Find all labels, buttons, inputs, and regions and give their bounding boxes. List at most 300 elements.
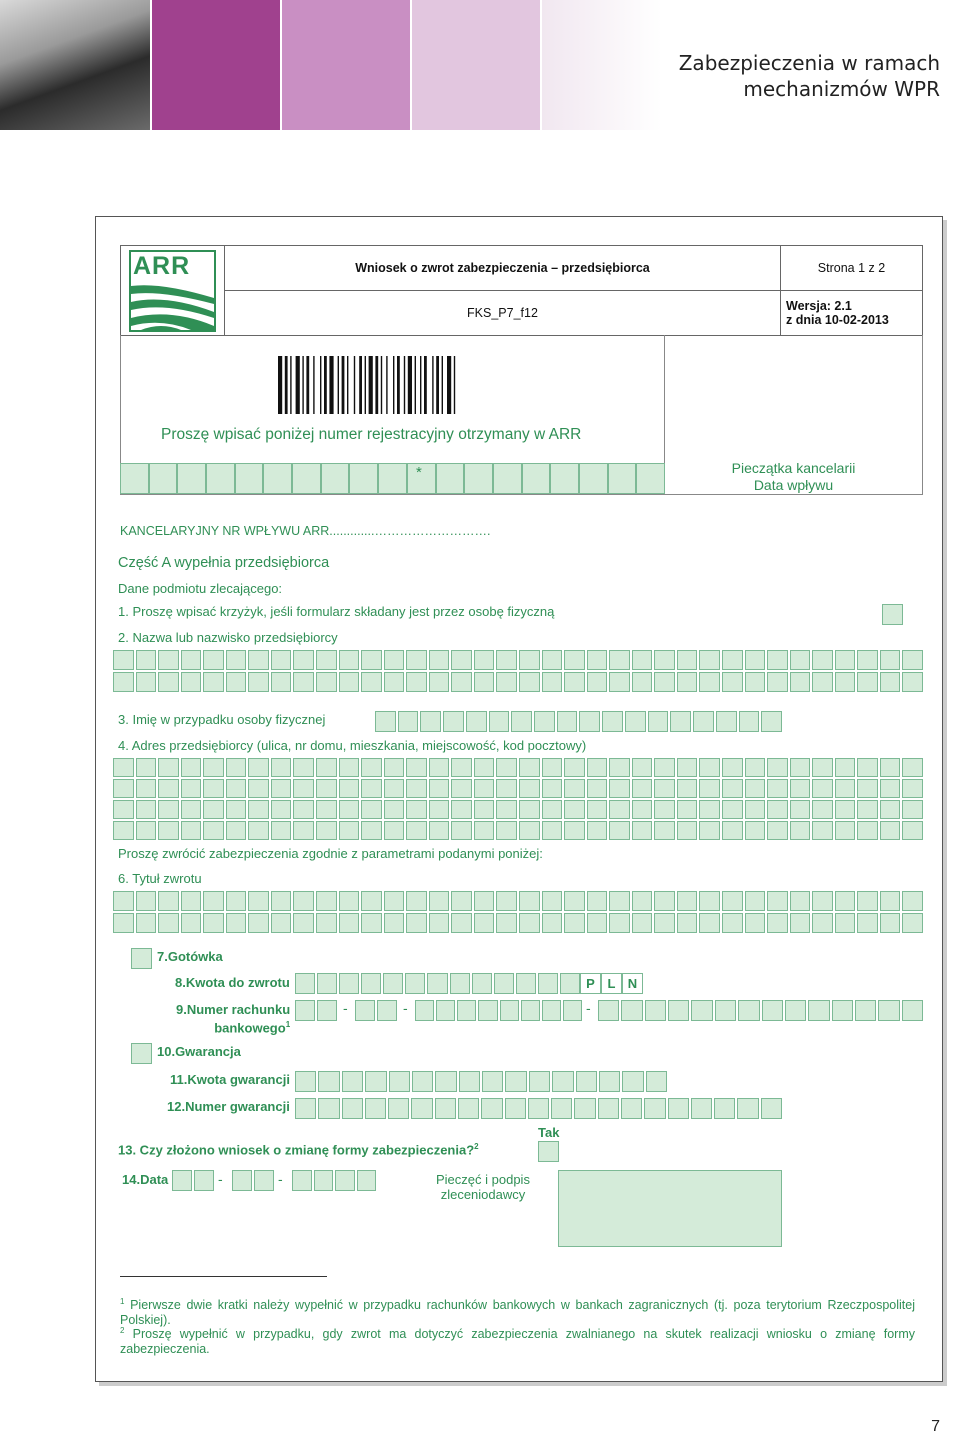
address-char-cell[interactable] — [406, 821, 427, 840]
name-char-cell[interactable] — [271, 650, 292, 670]
guarantee-number-cell[interactable] — [318, 1098, 339, 1119]
address-char-cell[interactable] — [812, 821, 833, 840]
address-char-cell[interactable] — [474, 800, 495, 819]
account-number-cell[interactable] — [832, 1000, 853, 1021]
return-title-char-cell[interactable] — [248, 913, 269, 933]
return-title-char-cell[interactable] — [857, 913, 878, 933]
q11-guarantee-amount-cells[interactable] — [295, 1071, 667, 1092]
guarantee-number-cell[interactable] — [668, 1098, 689, 1119]
return-title-char-cell[interactable] — [496, 913, 517, 933]
address-char-cell[interactable] — [609, 779, 630, 798]
first-name-char-cell[interactable] — [648, 711, 669, 732]
address-char-cell[interactable] — [316, 821, 337, 840]
address-char-cell[interactable] — [271, 800, 292, 819]
amount-digit-cell[interactable] — [339, 973, 359, 994]
address-char-cell[interactable] — [542, 758, 563, 777]
address-char-cell[interactable] — [857, 779, 878, 798]
address-char-cell[interactable] — [609, 800, 630, 819]
first-name-char-cell[interactable] — [443, 711, 464, 732]
q1-natural-person-checkbox[interactable] — [882, 604, 903, 625]
name-char-cell[interactable] — [113, 672, 134, 692]
guarantee-amount-cell[interactable] — [459, 1071, 480, 1092]
registration-number-cell[interactable] — [206, 463, 235, 494]
name-char-cell[interactable] — [406, 650, 427, 670]
address-char-cell[interactable] — [339, 821, 360, 840]
guarantee-number-cell[interactable] — [691, 1098, 712, 1119]
first-name-char-cell[interactable] — [420, 711, 441, 732]
address-char-cell[interactable] — [339, 779, 360, 798]
name-char-cell[interactable] — [384, 672, 405, 692]
address-char-cell[interactable] — [857, 758, 878, 777]
account-number-cell[interactable] — [738, 1000, 759, 1021]
first-name-char-cell[interactable] — [489, 711, 510, 732]
return-title-char-cell[interactable] — [474, 891, 495, 911]
address-char-cell[interactable] — [203, 779, 224, 798]
address-char-cell[interactable] — [564, 800, 585, 819]
name-char-cell[interactable] — [812, 650, 833, 670]
registration-number-cell[interactable] — [436, 463, 465, 494]
amount-digit-cell[interactable] — [405, 973, 425, 994]
address-char-cell[interactable] — [722, 821, 743, 840]
account-number-cell[interactable] — [878, 1000, 899, 1021]
guarantee-amount-cell[interactable] — [646, 1071, 667, 1092]
guarantee-number-cell[interactable] — [365, 1098, 386, 1119]
name-char-cell[interactable] — [361, 650, 382, 670]
address-char-cell[interactable] — [384, 800, 405, 819]
name-char-cell[interactable] — [654, 650, 675, 670]
guarantee-amount-cell[interactable] — [482, 1071, 503, 1092]
address-char-cell[interactable] — [113, 800, 134, 819]
registration-number-cell[interactable] — [522, 463, 551, 494]
return-title-char-cell[interactable] — [113, 891, 134, 911]
registration-number-cell[interactable] — [636, 463, 665, 494]
name-char-cell[interactable] — [880, 672, 901, 692]
date-year-cell[interactable] — [314, 1170, 334, 1191]
amount-digit-cell[interactable] — [427, 973, 447, 994]
address-char-cell[interactable] — [361, 800, 382, 819]
first-name-char-cell[interactable] — [466, 711, 487, 732]
name-char-cell[interactable] — [542, 650, 563, 670]
return-title-char-cell[interactable] — [226, 913, 247, 933]
address-char-cell[interactable] — [587, 758, 608, 777]
address-char-cell[interactable] — [519, 779, 540, 798]
return-title-char-cell[interactable] — [542, 891, 563, 911]
return-title-char-cell[interactable] — [181, 891, 202, 911]
name-char-cell[interactable] — [767, 672, 788, 692]
address-char-cell[interactable] — [158, 821, 179, 840]
account-bank-cell[interactable] — [563, 1000, 582, 1021]
address-char-cell[interactable] — [835, 821, 856, 840]
guarantee-number-cell[interactable] — [481, 1098, 502, 1119]
registration-number-cell[interactable] — [464, 463, 493, 494]
name-char-cell[interactable] — [812, 672, 833, 692]
address-char-cell[interactable] — [474, 779, 495, 798]
first-name-char-cell[interactable] — [534, 711, 555, 732]
name-char-cell[interactable] — [632, 650, 653, 670]
return-title-char-cell[interactable] — [609, 891, 630, 911]
address-char-cell[interactable] — [699, 779, 720, 798]
address-char-cell[interactable] — [113, 758, 134, 777]
address-char-cell[interactable] — [722, 800, 743, 819]
address-char-cell[interactable] — [496, 800, 517, 819]
name-char-cell[interactable] — [136, 650, 157, 670]
return-title-char-cell[interactable] — [203, 913, 224, 933]
address-char-cell[interactable] — [542, 779, 563, 798]
return-title-char-cell[interactable] — [226, 891, 247, 911]
return-title-char-cell[interactable] — [880, 913, 901, 933]
address-char-cell[interactable] — [113, 779, 134, 798]
address-char-cell[interactable] — [745, 758, 766, 777]
guarantee-amount-cell[interactable] — [435, 1071, 456, 1092]
address-char-cell[interactable] — [451, 779, 472, 798]
name-char-cell[interactable] — [181, 672, 202, 692]
address-char-cell[interactable] — [384, 821, 405, 840]
address-char-cell[interactable] — [496, 779, 517, 798]
address-char-cell[interactable] — [699, 800, 720, 819]
name-char-cell[interactable] — [158, 650, 179, 670]
name-char-cell[interactable] — [857, 672, 878, 692]
address-char-cell[interactable] — [564, 821, 585, 840]
date-day-cell[interactable] — [172, 1170, 192, 1191]
return-title-char-cell[interactable] — [451, 913, 472, 933]
address-char-cell[interactable] — [880, 800, 901, 819]
account-number-cell[interactable] — [598, 1000, 619, 1021]
address-char-cell[interactable] — [451, 758, 472, 777]
amount-digit-cell[interactable] — [560, 973, 580, 994]
amount-digit-cell[interactable] — [383, 973, 403, 994]
name-char-cell[interactable] — [609, 650, 630, 670]
guarantee-amount-cell[interactable] — [365, 1071, 386, 1092]
name-char-cell[interactable] — [136, 672, 157, 692]
account-number-cell[interactable] — [785, 1000, 806, 1021]
return-title-char-cell[interactable] — [835, 891, 856, 911]
return-title-char-cell[interactable] — [158, 891, 179, 911]
address-char-cell[interactable] — [136, 779, 157, 798]
account-country-cell[interactable] — [295, 1000, 315, 1021]
return-title-char-cell[interactable] — [519, 891, 540, 911]
registration-number-cell[interactable] — [550, 463, 579, 494]
address-char-cell[interactable] — [406, 800, 427, 819]
first-name-char-cell[interactable] — [670, 711, 691, 732]
return-title-char-cell[interactable] — [632, 913, 653, 933]
return-title-char-cell[interactable] — [136, 891, 157, 911]
name-char-cell[interactable] — [293, 672, 314, 692]
guarantee-amount-cell[interactable] — [622, 1071, 643, 1092]
name-char-cell[interactable] — [339, 650, 360, 670]
return-title-char-cell[interactable] — [474, 913, 495, 933]
address-char-cell[interactable] — [384, 779, 405, 798]
return-title-char-cell[interactable] — [361, 913, 382, 933]
return-title-char-cell[interactable] — [271, 891, 292, 911]
registration-number-cell[interactable] — [321, 463, 350, 494]
guarantee-amount-cell[interactable] — [505, 1071, 526, 1092]
return-title-char-cell[interactable] — [384, 891, 405, 911]
address-char-cell[interactable] — [654, 821, 675, 840]
guarantee-number-cell[interactable] — [761, 1098, 782, 1119]
first-name-char-cell[interactable] — [739, 711, 760, 732]
return-title-char-cell[interactable] — [677, 913, 698, 933]
address-char-cell[interactable] — [564, 779, 585, 798]
address-char-cell[interactable] — [654, 800, 675, 819]
date-day-cell[interactable] — [194, 1170, 214, 1191]
return-title-char-cell[interactable] — [316, 891, 337, 911]
return-title-char-cell[interactable] — [361, 891, 382, 911]
address-char-cell[interactable] — [699, 758, 720, 777]
account-bank-cell[interactable] — [500, 1000, 519, 1021]
name-char-cell[interactable] — [406, 672, 427, 692]
registration-number-cell[interactable] — [292, 463, 321, 494]
amount-digit-cell[interactable] — [516, 973, 536, 994]
return-title-char-cell[interactable] — [632, 891, 653, 911]
name-char-cell[interactable] — [429, 650, 450, 670]
return-title-char-cell[interactable] — [609, 913, 630, 933]
registration-number-cell[interactable] — [493, 463, 522, 494]
address-char-cell[interactable] — [880, 779, 901, 798]
return-title-char-cell[interactable] — [203, 891, 224, 911]
first-name-char-cell[interactable] — [511, 711, 532, 732]
address-char-cell[interactable] — [587, 779, 608, 798]
name-char-cell[interactable] — [677, 650, 698, 670]
address-char-cell[interactable] — [745, 800, 766, 819]
registration-number-cell[interactable] — [120, 463, 149, 494]
address-char-cell[interactable] — [203, 758, 224, 777]
name-char-cell[interactable] — [722, 672, 743, 692]
return-title-char-cell[interactable] — [293, 891, 314, 911]
address-char-cell[interactable] — [113, 821, 134, 840]
address-char-cell[interactable] — [339, 758, 360, 777]
return-title-char-cell[interactable] — [519, 913, 540, 933]
address-char-cell[interactable] — [496, 758, 517, 777]
name-char-cell[interactable] — [519, 650, 540, 670]
account-country-cell[interactable] — [317, 1000, 337, 1021]
name-char-cell[interactable] — [361, 672, 382, 692]
q9-account-cells-check[interactable] — [355, 1000, 397, 1021]
amount-digit-cell[interactable] — [361, 973, 381, 994]
name-char-cell[interactable] — [474, 672, 495, 692]
address-char-cell[interactable] — [361, 758, 382, 777]
return-title-char-cell[interactable] — [835, 913, 856, 933]
account-number-cell[interactable] — [808, 1000, 829, 1021]
address-char-cell[interactable] — [248, 800, 269, 819]
return-title-char-cell[interactable] — [677, 891, 698, 911]
address-char-cell[interactable] — [677, 758, 698, 777]
return-title-char-cell[interactable] — [745, 891, 766, 911]
address-char-cell[interactable] — [790, 779, 811, 798]
amount-digit-cell[interactable] — [494, 973, 514, 994]
guarantee-amount-cell[interactable] — [599, 1071, 620, 1092]
guarantee-amount-cell[interactable] — [389, 1071, 410, 1092]
address-char-cell[interactable] — [406, 779, 427, 798]
address-char-cell[interactable] — [248, 821, 269, 840]
q6-return-title-cells[interactable] — [113, 891, 923, 933]
address-char-cell[interactable] — [745, 821, 766, 840]
address-char-cell[interactable] — [880, 758, 901, 777]
return-title-char-cell[interactable] — [902, 891, 923, 911]
amount-digit-cell[interactable] — [472, 973, 492, 994]
return-title-char-cell[interactable] — [181, 913, 202, 933]
first-name-char-cell[interactable] — [693, 711, 714, 732]
account-bank-cell[interactable] — [457, 1000, 476, 1021]
date-year-cell[interactable] — [357, 1170, 377, 1191]
address-char-cell[interactable] — [271, 758, 292, 777]
address-char-cell[interactable] — [519, 800, 540, 819]
address-char-cell[interactable] — [451, 821, 472, 840]
address-char-cell[interactable] — [226, 821, 247, 840]
return-title-char-cell[interactable] — [722, 913, 743, 933]
return-title-char-cell[interactable] — [767, 891, 788, 911]
name-char-cell[interactable] — [880, 650, 901, 670]
return-title-char-cell[interactable] — [248, 891, 269, 911]
address-char-cell[interactable] — [203, 800, 224, 819]
q4-address-cells[interactable] — [113, 758, 923, 840]
return-title-char-cell[interactable] — [293, 913, 314, 933]
address-char-cell[interactable] — [339, 800, 360, 819]
name-char-cell[interactable] — [293, 650, 314, 670]
return-title-char-cell[interactable] — [136, 913, 157, 933]
name-char-cell[interactable] — [271, 672, 292, 692]
amount-digit-cell[interactable] — [295, 973, 315, 994]
address-char-cell[interactable] — [136, 821, 157, 840]
name-char-cell[interactable] — [677, 672, 698, 692]
address-char-cell[interactable] — [271, 779, 292, 798]
q9-account-cells-country[interactable] — [295, 1000, 337, 1021]
address-char-cell[interactable] — [699, 821, 720, 840]
account-number-cell[interactable] — [855, 1000, 876, 1021]
address-char-cell[interactable] — [587, 800, 608, 819]
amount-digit-cell[interactable] — [317, 973, 337, 994]
return-title-char-cell[interactable] — [451, 891, 472, 911]
name-char-cell[interactable] — [564, 650, 585, 670]
name-char-cell[interactable] — [316, 672, 337, 692]
amount-digit-cell[interactable] — [538, 973, 558, 994]
address-char-cell[interactable] — [361, 821, 382, 840]
return-title-char-cell[interactable] — [812, 913, 833, 933]
address-char-cell[interactable] — [632, 758, 653, 777]
address-char-cell[interactable] — [181, 821, 202, 840]
q14-date-year-cells[interactable] — [292, 1170, 376, 1191]
address-char-cell[interactable] — [564, 758, 585, 777]
return-title-char-cell[interactable] — [496, 891, 517, 911]
address-char-cell[interactable] — [722, 758, 743, 777]
name-char-cell[interactable] — [203, 650, 224, 670]
q9-account-cells-bank[interactable] — [415, 1000, 582, 1021]
registration-number-cell[interactable] — [235, 463, 264, 494]
address-char-cell[interactable] — [609, 758, 630, 777]
name-char-cell[interactable] — [857, 650, 878, 670]
guarantee-number-cell[interactable] — [458, 1098, 479, 1119]
name-char-cell[interactable] — [699, 650, 720, 670]
name-char-cell[interactable] — [699, 672, 720, 692]
guarantee-amount-cell[interactable] — [318, 1071, 339, 1092]
registration-number-cell[interactable] — [149, 463, 178, 494]
address-char-cell[interactable] — [316, 779, 337, 798]
q14-date-day-cells[interactable] — [172, 1170, 214, 1191]
name-char-cell[interactable] — [451, 650, 472, 670]
address-char-cell[interactable] — [542, 821, 563, 840]
name-char-cell[interactable] — [226, 650, 247, 670]
first-name-char-cell[interactable] — [398, 711, 419, 732]
return-title-char-cell[interactable] — [339, 891, 360, 911]
name-char-cell[interactable] — [790, 672, 811, 692]
address-char-cell[interactable] — [429, 758, 450, 777]
name-char-cell[interactable] — [542, 672, 563, 692]
guarantee-amount-cell[interactable] — [295, 1071, 316, 1092]
address-char-cell[interactable] — [316, 758, 337, 777]
address-char-cell[interactable] — [632, 800, 653, 819]
date-month-cell[interactable] — [254, 1170, 274, 1191]
first-name-char-cell[interactable] — [557, 711, 578, 732]
name-char-cell[interactable] — [654, 672, 675, 692]
address-char-cell[interactable] — [812, 779, 833, 798]
return-title-char-cell[interactable] — [429, 891, 450, 911]
name-char-cell[interactable] — [790, 650, 811, 670]
address-char-cell[interactable] — [496, 821, 517, 840]
registration-number-cell[interactable] — [579, 463, 608, 494]
name-char-cell[interactable] — [316, 650, 337, 670]
name-char-cell[interactable] — [902, 672, 923, 692]
name-char-cell[interactable] — [587, 650, 608, 670]
guarantee-number-cell[interactable] — [411, 1098, 432, 1119]
account-number-cell[interactable] — [902, 1000, 923, 1021]
guarantee-number-cell[interactable] — [644, 1098, 665, 1119]
registration-number-cell[interactable] — [378, 463, 407, 494]
address-char-cell[interactable] — [857, 800, 878, 819]
guarantee-number-cell[interactable] — [295, 1098, 316, 1119]
guarantee-number-cell[interactable] — [342, 1098, 363, 1119]
address-char-cell[interactable] — [361, 779, 382, 798]
first-name-char-cell[interactable] — [602, 711, 623, 732]
address-char-cell[interactable] — [902, 758, 923, 777]
guarantee-number-cell[interactable] — [574, 1098, 595, 1119]
account-number-cell[interactable] — [691, 1000, 712, 1021]
address-char-cell[interactable] — [248, 758, 269, 777]
name-char-cell[interactable] — [632, 672, 653, 692]
address-char-cell[interactable] — [406, 758, 427, 777]
return-title-char-cell[interactable] — [722, 891, 743, 911]
return-title-char-cell[interactable] — [113, 913, 134, 933]
guarantee-number-cell[interactable] — [621, 1098, 642, 1119]
address-char-cell[interactable] — [677, 800, 698, 819]
address-char-cell[interactable] — [902, 779, 923, 798]
address-char-cell[interactable] — [722, 779, 743, 798]
address-char-cell[interactable] — [293, 779, 314, 798]
date-year-cell[interactable] — [292, 1170, 312, 1191]
address-char-cell[interactable] — [835, 758, 856, 777]
return-title-char-cell[interactable] — [339, 913, 360, 933]
return-title-char-cell[interactable] — [857, 891, 878, 911]
address-char-cell[interactable] — [767, 821, 788, 840]
address-char-cell[interactable] — [677, 779, 698, 798]
q13-yes-checkbox[interactable] — [538, 1141, 559, 1162]
address-char-cell[interactable] — [271, 821, 292, 840]
address-char-cell[interactable] — [767, 758, 788, 777]
address-char-cell[interactable] — [429, 800, 450, 819]
q12-guarantee-number-cells[interactable] — [295, 1098, 782, 1119]
guarantee-number-cell[interactable] — [528, 1098, 549, 1119]
address-char-cell[interactable] — [632, 821, 653, 840]
guarantee-number-cell[interactable] — [435, 1098, 456, 1119]
return-title-char-cell[interactable] — [384, 913, 405, 933]
name-char-cell[interactable] — [384, 650, 405, 670]
registration-number-cell[interactable] — [177, 463, 206, 494]
return-title-char-cell[interactable] — [564, 891, 585, 911]
account-number-cell[interactable] — [645, 1000, 666, 1021]
return-title-char-cell[interactable] — [790, 913, 811, 933]
address-char-cell[interactable] — [812, 758, 833, 777]
return-title-char-cell[interactable] — [699, 891, 720, 911]
date-year-cell[interactable] — [335, 1170, 355, 1191]
address-char-cell[interactable] — [542, 800, 563, 819]
